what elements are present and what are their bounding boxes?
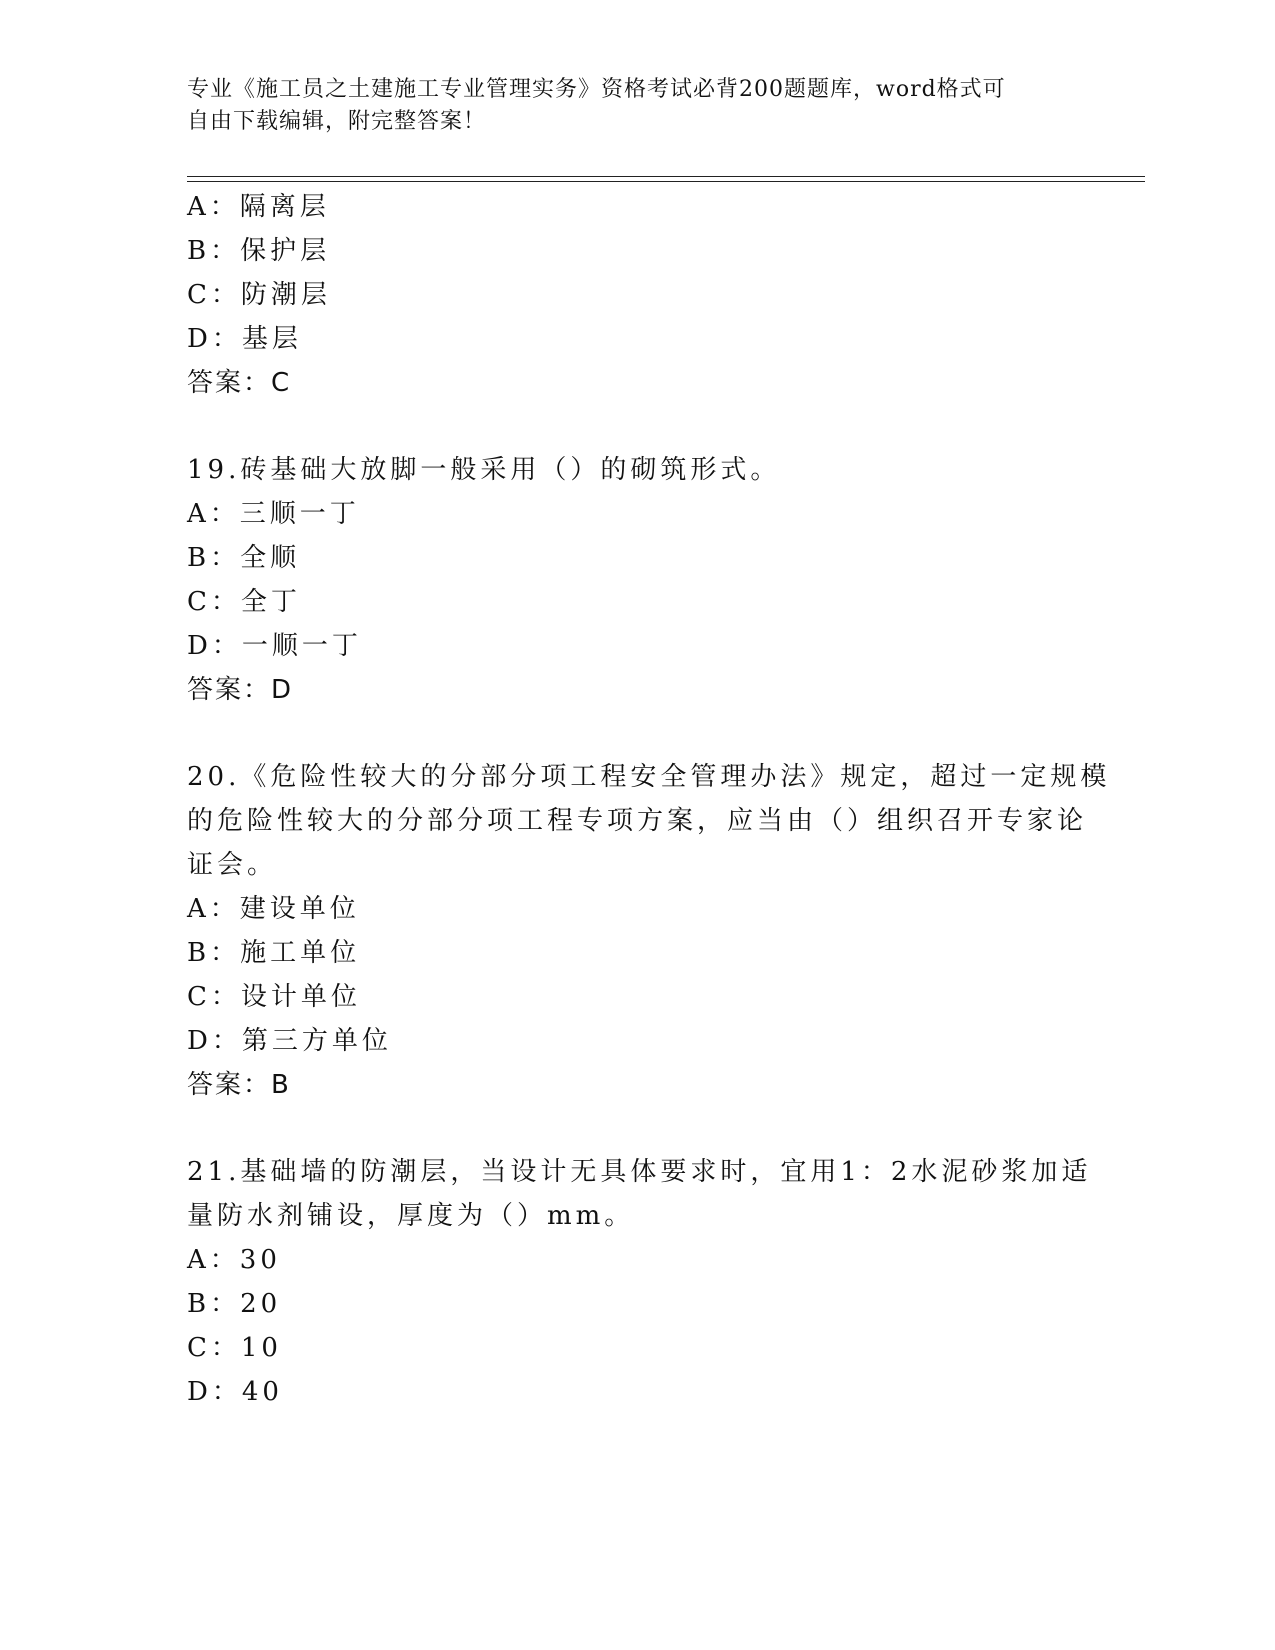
q21-option-b: B：20	[187, 1289, 282, 1319]
header-line-1: 专业《施工员之土建施工专业管理实务》资格考试必背200题题库，word格式可	[187, 77, 1006, 102]
q18-option-a: A：隔离层	[187, 192, 330, 222]
header-divider-bottom	[187, 181, 1145, 182]
q21-question-line-1: 21.基础墙的防潮层，当设计无具体要求时，宜用1：2水泥砂浆加适	[187, 1157, 1092, 1187]
q20-question-line-1: 20.《危险性较大的分部分项工程安全管理办法》规定，超过一定规模	[187, 762, 1111, 792]
q21-option-a: A：30	[187, 1245, 281, 1275]
q19-option-c: C：全丁	[187, 587, 301, 617]
q20-question-line-2: 的危险性较大的分部分项工程专项方案，应当由（）组织召开专家论	[187, 806, 1088, 836]
q21-question-line-2: 量防水剂铺设，厚度为（）mm。	[187, 1201, 635, 1231]
document-header	[187, 74, 1067, 138]
q19-option-b: B：全顺	[187, 543, 301, 573]
q18-answer: 答案：C	[187, 368, 292, 398]
q18-option-b: B：保护层	[187, 236, 331, 266]
q19-answer: 答案：D	[187, 675, 294, 705]
q18-option-c: C：防潮层	[187, 280, 331, 310]
q19-option-d: D：一顺一丁	[187, 631, 362, 661]
q20-option-d: D：第三方单位	[187, 1026, 392, 1056]
q20-option-b: B：施工单位	[187, 938, 361, 968]
q19-option-a: A：三顺一丁	[187, 499, 360, 529]
q21-option-d: D：40	[187, 1377, 283, 1407]
q20-question-line-3: 证会。	[187, 850, 278, 880]
header-line-2: 自由下载编辑，附完整答案！	[187, 109, 487, 134]
header-divider-top	[187, 176, 1145, 177]
q20-option-c: C：设计单位	[187, 982, 361, 1012]
q19-question: 19.砖基础大放脚一般采用（）的砌筑形式。	[187, 455, 781, 485]
q20-answer: 答案：B	[187, 1070, 291, 1100]
q21-option-c: C：10	[187, 1333, 282, 1363]
q20-option-a: A：建设单位	[187, 894, 360, 924]
q18-option-d: D：基层	[187, 324, 302, 354]
